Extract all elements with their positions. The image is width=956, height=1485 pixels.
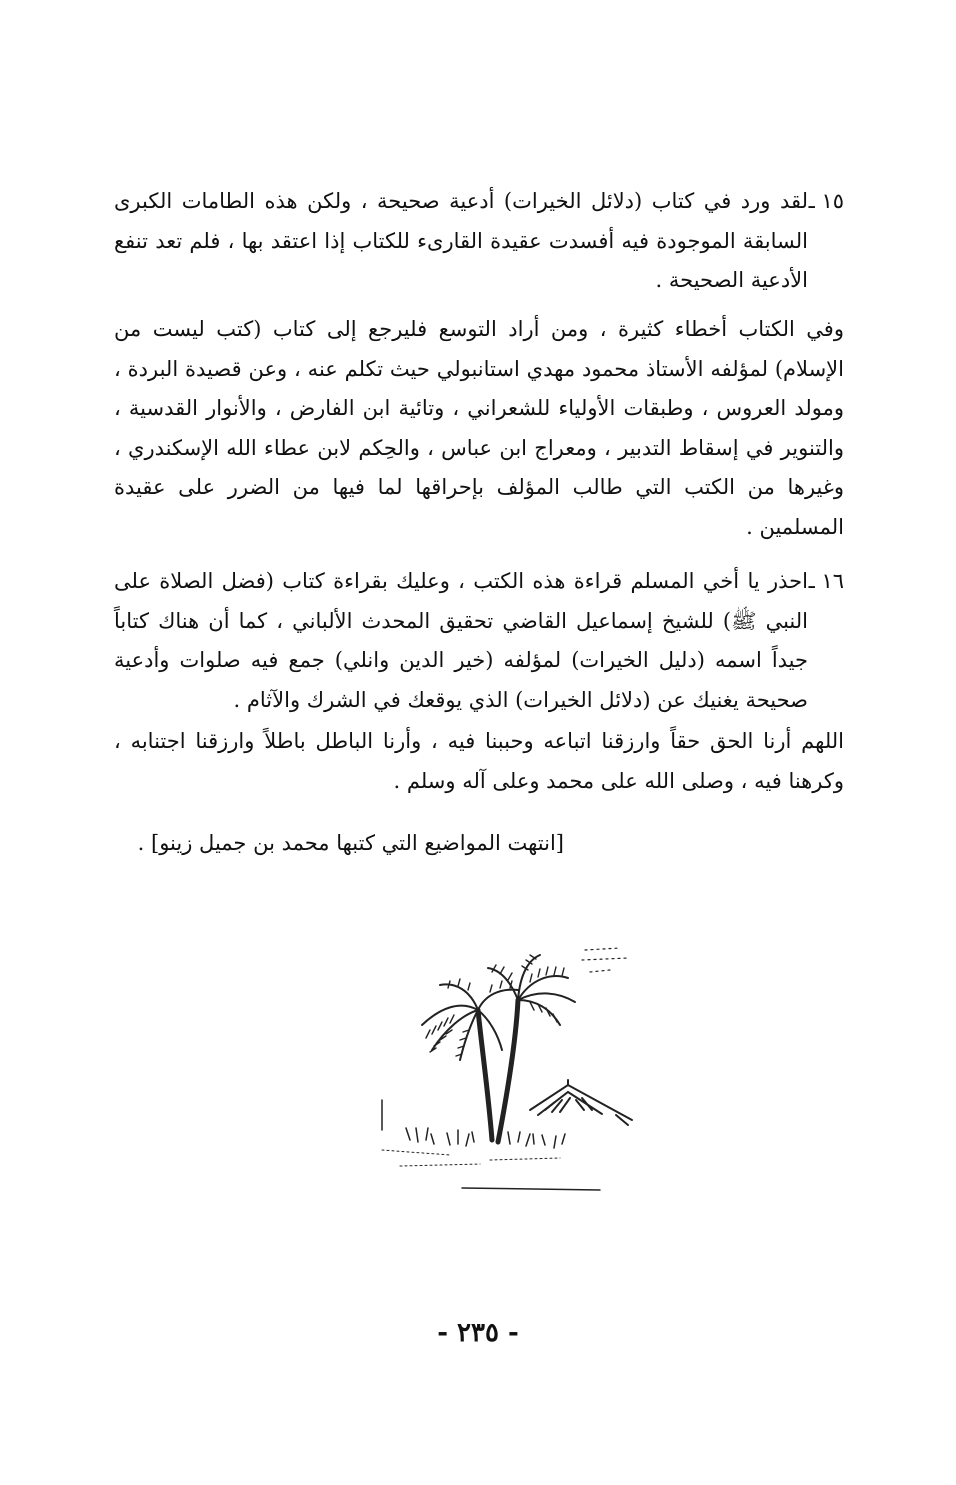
closing-note: [انتهت المواضيع التي كتبها محمد بن جميل زينو] . [137,831,564,855]
page-number: - ٢٣٥ - [437,1318,519,1348]
supplication-paragraph: اللهم أرنا الحق حقاً وارزقنا اتباعه وحببنا فيه ، وأرنا الباطل باطلاً وارزقنا اجتنابه ، وكرهنا فيه ، وصلى الله على محمد وعلى آله وسلم . [114,729,844,793]
item-16-text: احذر يا أخي المسلم قراءة هذه الكتب ، وعليك بقراءة كتاب (فضل الصلاة على النبي ﷺ) للشيخ إسماعيل القاضي تحقيق المحدث الألباني ، كما أن هناك كتاباً جيداً اسمه (دليل الخيرات) لمؤلفه (خير الدين وانلي) جمع فيه صلوات وأدعية صحيحة يغنيك عن (دلائل الخيرات) الذي يوقعك في الشرك والآثام . [114,569,808,712]
item-16-number: ١٦ ـ [808,569,844,593]
item-15-text: لقد ورد في كتاب (دلائل الخيرات) أدعية صحيحة ، ولكن هذه الطامات الكبرى السابقة الموجودة فيه أفسدت عقيدة القارىء للكتاب إذا اعتقد بها ، فلم تعد تنفع الأدعية الصحيحة . [114,189,808,292]
item-15-number: ١٥ ـ [808,189,844,213]
errors-paragraph: وفي الكتاب أخطاء كثيرة ، ومن أراد التوسع فليرجع إلى كتاب (كتب ليست من الإسلام) لمؤلفه الأستاذ محمود مهدي استانبولي حيث تكلم عنه ، وعن قصيدة البردة ، ومولد العروس ، وطبقات الأولياء للشعراني ، وتائية ابن الفارض ، والأنوار القدسية ، والتنوير في إسقاط التدبير ، ومعراج ابن عباس ، والحِكم لابن عطاء الله الإسكندري ، وغيرها من الكتب التي طالب المؤلف بإحراقها لما فيها من الضرر على عقيدة المسلمين . [114,317,844,539]
palm-trees-and-tent-icon [370,930,660,1200]
